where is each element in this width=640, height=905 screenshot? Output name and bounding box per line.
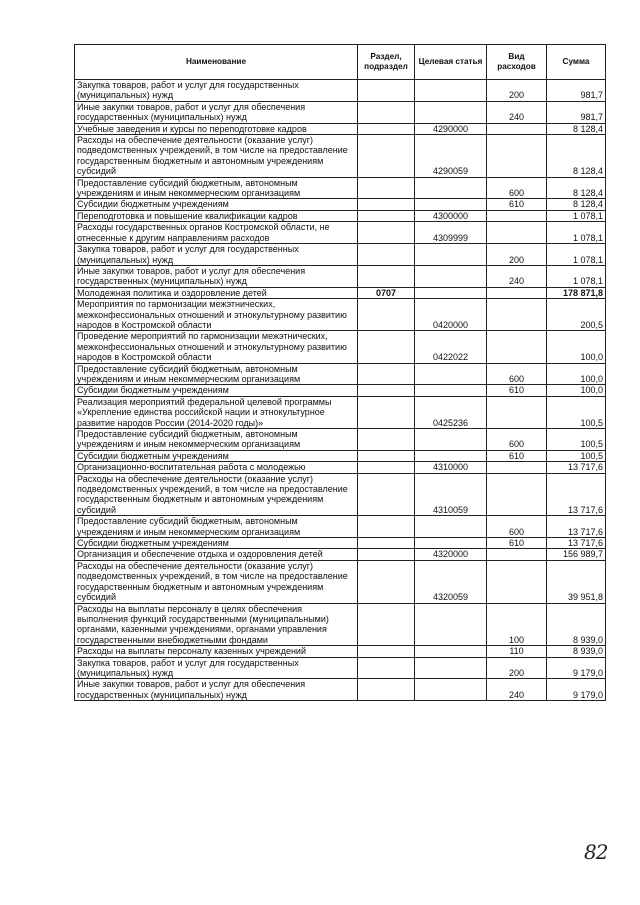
table-row <box>75 199 606 210</box>
page-number: 82 <box>584 840 608 864</box>
cell-section <box>358 385 415 396</box>
table-row <box>75 646 606 657</box>
table-row <box>75 222 606 244</box>
cell-section: 0707 <box>358 287 415 298</box>
table-row <box>75 135 606 178</box>
cell-target <box>415 450 487 461</box>
col-header-sum: Сумма <box>547 45 606 80</box>
cell-target <box>415 657 487 679</box>
cell-type <box>487 222 547 244</box>
table-row <box>75 101 606 123</box>
table-row <box>75 299 606 331</box>
cell-target <box>415 646 487 657</box>
cell-section <box>358 363 415 385</box>
cell-name: Иные закупки товаров, работ и услуг для обеспечения государственных (муниципальных) нужд <box>75 679 358 701</box>
cell-type: 240 <box>487 265 547 287</box>
cell-type: 200 <box>487 244 547 266</box>
cell-section <box>358 462 415 473</box>
table-row <box>75 679 606 701</box>
cell-name: Субсидии бюджетным учреждениям <box>75 199 358 210</box>
cell-section <box>358 331 415 363</box>
cell-name: Расходы на обеспечение деятельности (оказание услуг) подведомственных учреждений, в том числе на предоставление государственным бюджетным и автономным учреждениям субсидий <box>75 473 358 516</box>
cell-type: 600 <box>487 516 547 538</box>
cell-target: 4309999 <box>415 222 487 244</box>
cell-target <box>415 244 487 266</box>
cell-name: Мероприятия по гармонизации межэтнических, межконфессиональных отношений и этнокультурному развитию народов в Костромской области <box>75 299 358 331</box>
cell-section <box>358 80 415 102</box>
cell-sum: 200,5 <box>547 299 606 331</box>
cell-name: Иные закупки товаров, работ и услуг для обеспечения государственных (муниципальных) нужд <box>75 101 358 123</box>
cell-sum: 100,0 <box>547 363 606 385</box>
cell-sum: 100,0 <box>547 331 606 363</box>
cell-type <box>487 396 547 428</box>
cell-type: 240 <box>487 679 547 701</box>
cell-type: 200 <box>487 657 547 679</box>
cell-section <box>358 299 415 331</box>
budget-table <box>74 44 606 701</box>
cell-type <box>487 462 547 473</box>
cell-type: 240 <box>487 101 547 123</box>
cell-name: Предоставление субсидий бюджетным, автономным учреждениям и иным некоммерческим организациям <box>75 177 358 199</box>
cell-sum: 8 128,4 <box>547 177 606 199</box>
table-row <box>75 177 606 199</box>
table-body <box>75 80 606 701</box>
table-row <box>75 657 606 679</box>
table-row <box>75 265 606 287</box>
cell-type <box>487 210 547 221</box>
table-row <box>75 80 606 102</box>
cell-name: Расходы государственных органов Костромской области, не отнесенные к другим направлениям расходов <box>75 222 358 244</box>
cell-name: Субсидии бюджетным учреждениям <box>75 385 358 396</box>
cell-sum: 9 179,0 <box>547 679 606 701</box>
cell-section <box>358 177 415 199</box>
cell-section <box>358 244 415 266</box>
cell-sum: 13 717,6 <box>547 538 606 549</box>
cell-sum: 13 717,6 <box>547 462 606 473</box>
cell-type: 600 <box>487 363 547 385</box>
table-row <box>75 450 606 461</box>
col-header-section: Раздел, подраздел <box>358 45 415 80</box>
cell-sum: 981,7 <box>547 80 606 102</box>
cell-name: Закупка товаров, работ и услуг для государственных (муниципальных) нужд <box>75 244 358 266</box>
cell-name: Переподготовка и повышение квалификации кадров <box>75 210 358 221</box>
cell-section <box>358 450 415 461</box>
cell-type <box>487 331 547 363</box>
cell-target <box>415 385 487 396</box>
table-row <box>75 396 606 428</box>
cell-name: Расходы на выплаты персоналу в целях обеспечения выполнения функций государственными (муниципальными) органами, казенными учреждениями, органами управления государственными внебюджетными фондами <box>75 603 358 646</box>
cell-name: Закупка товаров, работ и услуг для государственных (муниципальных) нужд <box>75 80 358 102</box>
cell-section <box>358 199 415 210</box>
table-row <box>75 429 606 451</box>
cell-section <box>358 222 415 244</box>
table-header-row <box>75 45 606 80</box>
cell-type <box>487 123 547 134</box>
cell-name: Предоставление субсидий бюджетным, автономным учреждениям и иным некоммерческим организациям <box>75 429 358 451</box>
cell-sum: 178 871,8 <box>547 287 606 298</box>
cell-name: Расходы на обеспечение деятельности (оказание услуг) подведомственных учреждений, в том числе на предоставление государственным бюджетным и автономным учреждениям субсидий <box>75 135 358 178</box>
cell-sum: 100,0 <box>547 385 606 396</box>
cell-type: 610 <box>487 450 547 461</box>
cell-sum: 13 717,6 <box>547 473 606 516</box>
cell-target: 0420000 <box>415 299 487 331</box>
cell-target: 4310000 <box>415 462 487 473</box>
cell-name: Молодежная политика и оздоровление детей <box>75 287 358 298</box>
cell-target <box>415 603 487 646</box>
cell-target: 4320000 <box>415 549 487 560</box>
cell-name: Расходы на выплаты персоналу казенных учреждений <box>75 646 358 657</box>
cell-name: Организационно-воспитательная работа с молодежью <box>75 462 358 473</box>
cell-sum: 9 179,0 <box>547 657 606 679</box>
cell-section <box>358 210 415 221</box>
cell-sum: 8 128,4 <box>547 199 606 210</box>
cell-name: Проведение мероприятий по гармонизации межэтнических, межконфессиональных отношений и этнокультурному развитию народов в Костромской области <box>75 331 358 363</box>
cell-target <box>415 287 487 298</box>
cell-sum: 100,5 <box>547 450 606 461</box>
cell-target: 4310059 <box>415 473 487 516</box>
cell-type <box>487 135 547 178</box>
cell-sum: 8 128,4 <box>547 135 606 178</box>
cell-section <box>358 396 415 428</box>
cell-target <box>415 101 487 123</box>
cell-sum: 981,7 <box>547 101 606 123</box>
cell-name: Предоставление субсидий бюджетным, автономным учреждениям и иным некоммерческим организациям <box>75 363 358 385</box>
table-row <box>75 244 606 266</box>
table-row <box>75 549 606 560</box>
cell-name: Реализация мероприятий федеральной целевой программы «Укрепление единства российской нации и этнокультурное развитие народов России (2014-2020 годы)» <box>75 396 358 428</box>
cell-section <box>358 516 415 538</box>
cell-name: Закупка товаров, работ и услуг для государственных (муниципальных) нужд <box>75 657 358 679</box>
cell-name: Расходы на обеспечение деятельности (оказание услуг) подведомственных учреждений, в том числе на предоставление государственным бюджетным и автономным учреждениям субсидий <box>75 560 358 603</box>
cell-section <box>358 646 415 657</box>
cell-type: 100 <box>487 603 547 646</box>
cell-sum: 1 078,1 <box>547 265 606 287</box>
table-row <box>75 473 606 516</box>
cell-type: 600 <box>487 429 547 451</box>
cell-target: 4290059 <box>415 135 487 178</box>
cell-type: 200 <box>487 80 547 102</box>
cell-section <box>358 135 415 178</box>
cell-type: 610 <box>487 385 547 396</box>
cell-type: 110 <box>487 646 547 657</box>
cell-type <box>487 473 547 516</box>
cell-sum: 13 717,6 <box>547 516 606 538</box>
cell-sum: 1 078,1 <box>547 244 606 266</box>
cell-type: 610 <box>487 538 547 549</box>
cell-name: Организация и обеспечение отдыха и оздоровления детей <box>75 549 358 560</box>
table-row <box>75 560 606 603</box>
cell-sum: 1 078,1 <box>547 210 606 221</box>
cell-target <box>415 177 487 199</box>
cell-target <box>415 429 487 451</box>
cell-sum: 8 939,0 <box>547 646 606 657</box>
cell-name: Иные закупки товаров, работ и услуг для обеспечения государственных (муниципальных) нужд <box>75 265 358 287</box>
table-row <box>75 210 606 221</box>
cell-type <box>487 287 547 298</box>
cell-target <box>415 516 487 538</box>
cell-section <box>358 429 415 451</box>
table-row <box>75 123 606 134</box>
cell-sum: 100,5 <box>547 396 606 428</box>
cell-section <box>358 560 415 603</box>
cell-type <box>487 299 547 331</box>
cell-type: 610 <box>487 199 547 210</box>
table-row <box>75 331 606 363</box>
cell-sum: 39 951,8 <box>547 560 606 603</box>
cell-sum: 156 989,7 <box>547 549 606 560</box>
cell-sum: 8 939,0 <box>547 603 606 646</box>
cell-target: 4300000 <box>415 210 487 221</box>
table-row <box>75 516 606 538</box>
cell-name: Субсидии бюджетным учреждениям <box>75 538 358 549</box>
cell-section <box>358 549 415 560</box>
table-row <box>75 603 606 646</box>
cell-target: 4320059 <box>415 560 487 603</box>
cell-type <box>487 560 547 603</box>
cell-sum: 8 128,4 <box>547 123 606 134</box>
cell-section <box>358 101 415 123</box>
cell-section <box>358 679 415 701</box>
cell-name: Субсидии бюджетным учреждениям <box>75 450 358 461</box>
cell-section <box>358 603 415 646</box>
table-row <box>75 538 606 549</box>
cell-target <box>415 538 487 549</box>
cell-target <box>415 80 487 102</box>
cell-target <box>415 265 487 287</box>
cell-section <box>358 123 415 134</box>
cell-section <box>358 473 415 516</box>
table-row <box>75 363 606 385</box>
cell-section <box>358 265 415 287</box>
cell-target <box>415 199 487 210</box>
cell-section <box>358 538 415 549</box>
cell-name: Предоставление субсидий бюджетным, автономным учреждениям и иным некоммерческим организациям <box>75 516 358 538</box>
cell-target: 4290000 <box>415 123 487 134</box>
table-row <box>75 287 606 298</box>
cell-section <box>358 657 415 679</box>
col-header-type: Вид расходов <box>487 45 547 80</box>
cell-sum: 100,5 <box>547 429 606 451</box>
col-header-name: Наименование <box>75 45 358 80</box>
cell-target <box>415 679 487 701</box>
cell-sum: 1 078,1 <box>547 222 606 244</box>
cell-type: 600 <box>487 177 547 199</box>
table-row <box>75 462 606 473</box>
cell-target <box>415 363 487 385</box>
cell-name: Учебные заведения и курсы по переподготовке кадров <box>75 123 358 134</box>
cell-target: 0422022 <box>415 331 487 363</box>
col-header-target: Целевая статья <box>415 45 487 80</box>
cell-target: 0425236 <box>415 396 487 428</box>
table-row <box>75 385 606 396</box>
cell-type <box>487 549 547 560</box>
